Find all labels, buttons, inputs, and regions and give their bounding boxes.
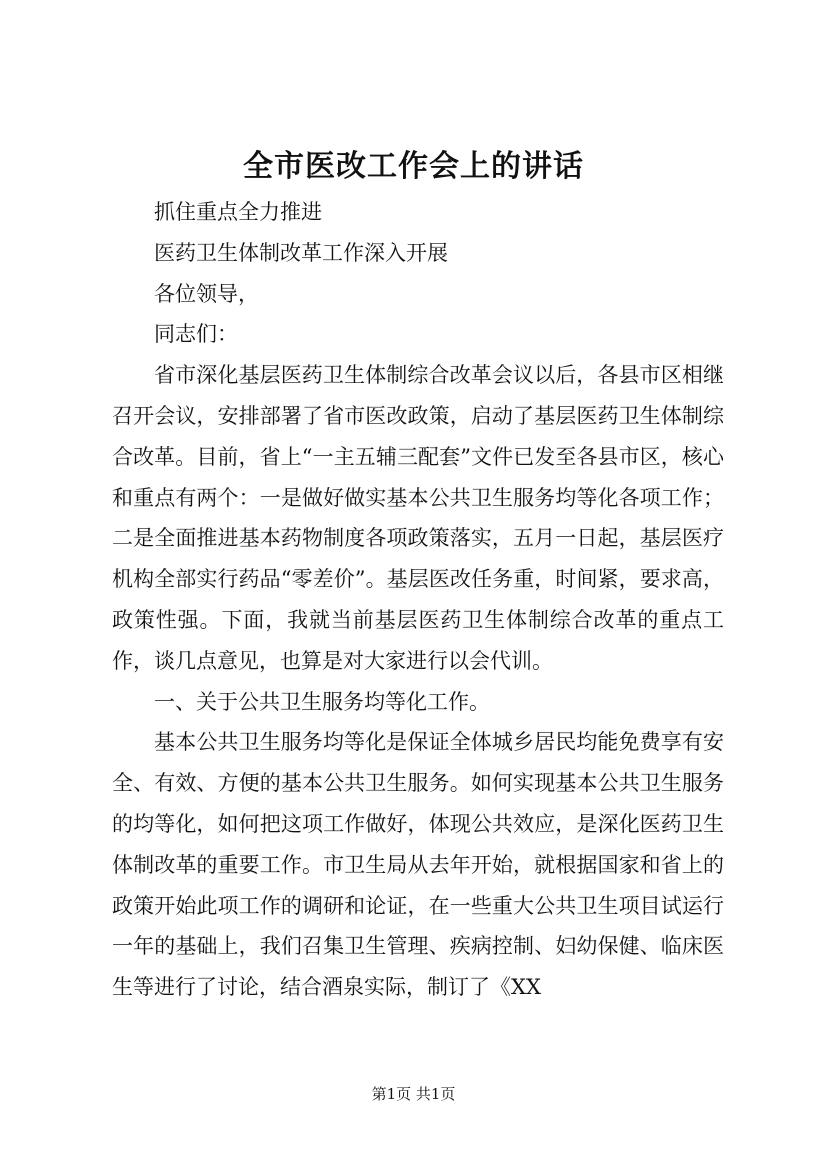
salutation-comrades: 同志们： [154,322,238,347]
subtitle-line-1: 抓住重点全力推进 [154,200,322,224]
body-paragraph: 基本公共卫生服务均等化是保证全体城乡居民均能免费享有安全、有效、方便的基本公共卫生服务。如何实现基本公共卫生服务的均等化，如何把这项工作做好，体现公共效应，是深化医药卫生体制改革的重要工作。市卫生局从去年开始，就根据国家和省上的政策开始此项工作的调研和论证，在一些重大公共卫生项目试运行一年的基础上，我们召集卫生管理、疾病控制、妇幼保健、临床医生等进行了讨论，结合酒泉实际，制订了《XX [112,730,724,1000]
page-footer: 第1页 共1页 [371,1085,456,1103]
body-paragraph: 省市深化基层医药卫生体制综合改革会议以后，各县市区相继召开会议，安排部署了省市医改政策，启动了基层医药卫生体制综合改革。目前，省上“一主五辅三配套”文件已发至各县市区，核心和重点有两个：一是做好做实基本公共卫生服务均等化各项工作；二是全面推进基本药物制度各项政策落实，五月一日起，基层医疗机构全部实行药品“零差价”。基层医改任务重，时间紧，要求高，政策性强。下面，我就当前基层医药卫生体制综合改革的重点工作，谈几点意见，也算是对大家进行以会代训。 [112,363,724,673]
salutation-leaders: 各位领导， [154,281,259,306]
section-heading: 一、关于公共卫生服务均等化工作。 [154,689,490,714]
document-body [112,192,724,1008]
subtitle-line-2: 医药卫生体制改革工作深入开展 [154,240,448,265]
document-title: 全市医改工作会上的讲话 [243,149,584,184]
